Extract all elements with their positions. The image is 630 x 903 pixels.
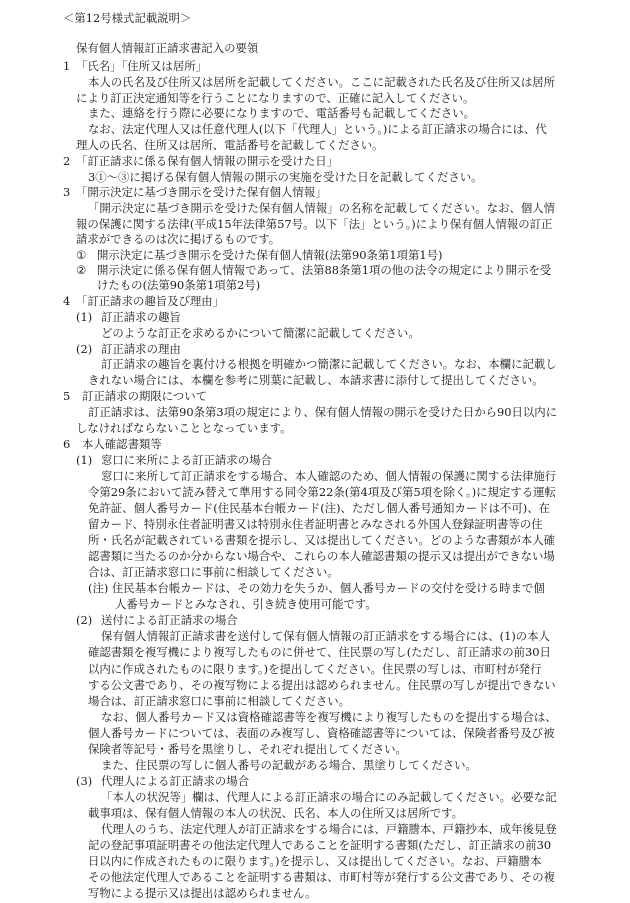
- section-6-sub-3-heading: 代理人による訂正請求の場合: [101, 773, 250, 788]
- section-6-sub-1-text: 認書類に当たるのか分からない場合や、これらの本人確認書類の提示又は提出ができない場: [88, 549, 555, 564]
- section-6-sub-2-number: (2): [76, 613, 93, 628]
- section-6-sub-2-text: 保有個人情報訂正請求書を送付して保有個人情報の訂正請求をする場合には、(1)の本人: [101, 629, 550, 644]
- section-6-sub-2-text: 場合は、訂正請求窓口に事前に相談してください。: [88, 693, 350, 708]
- section-6-sub-3-text: 写物による提示又は提出は認められません。: [88, 886, 317, 900]
- section-2-number: 2: [63, 153, 71, 168]
- section-6-number: 6: [63, 436, 71, 451]
- section-3-text: 請求ができるのは次に掲げるものです。: [76, 232, 281, 246]
- section-1-text: 本人の氏名及び住所又は居所を記載してください。ここに記載された氏名及び住所又は居所: [88, 75, 556, 90]
- section-6-sub-1-text: 所・氏名が記載されている書類を提示し、又は提出してください。どのような書類が本人確: [88, 533, 556, 548]
- section-3-item-1-text: 開示決定に基づき開示を受けた保有個人情報(法第90条第1項第1号): [97, 248, 443, 262]
- section-3-text: 報の保護に関する法律(平成15年法律第57号。以下「法」という。)により保有個人情報の訂正: [76, 216, 553, 231]
- section-6-sub-3-number: (3): [76, 773, 93, 788]
- section-6-sub-2-text: 確認書類を複写機により複写したものに併せて、住民票の写し(ただし、訂正請求の前30日: [88, 645, 551, 660]
- section-4-heading: 「訂正請求の趣旨及び理由」: [76, 293, 225, 308]
- section-4-sub-2-heading: 訂正請求の理由: [101, 341, 181, 356]
- section-4-sub-1-text: どのような訂正を求めるかについて簡潔に記載してください。: [101, 325, 420, 340]
- document-title: 保有個人情報訂正請求書記入の要領: [76, 41, 259, 56]
- section-1-text: なお、法定代理人又は任意代理人(以下「代理人」という。)による訂正請求の場合には、代: [88, 122, 547, 137]
- section-1-text: により訂正決定通知等を行うことになりますので、正確に記入してください。: [76, 91, 475, 106]
- section-6-sub-1-text: 窓口に来所して訂正請求をする場合、本人確認のため、個人情報の保護に関する法律施行: [101, 469, 557, 483]
- section-1-text: 理人の氏名、住所又は居所、電話番号を記載してください。: [76, 137, 384, 152]
- section-5-number: 5: [63, 388, 71, 403]
- section-6-sub-3-text: 記の登記事項証明書その他法定代理人であることを証明する書類(ただし、訂正請求の前30: [88, 837, 552, 852]
- section-6-sub-3-text: その他法定代理人であることを証明する書類は、市町村等が発行する公文書であり、その複: [88, 870, 556, 884]
- section-5-text: しなければならないこととなっています。: [76, 420, 292, 435]
- section-3-item-1-number: ①: [76, 248, 87, 262]
- section-2-heading: 「訂正請求に係る保有個人情報の開示を受けた日」: [76, 153, 338, 168]
- section-1-number: 1: [63, 59, 71, 74]
- section-6-sub-1-note: 人番号カードとみなされ、引き続き使用可能です。: [115, 597, 377, 612]
- section-3-heading: 「開示決定に基づき開示を受けた保有個人情報」: [76, 184, 327, 199]
- section-1-heading: 「氏名」「住所又は居所」: [76, 59, 207, 74]
- section-4-sub-1-heading: 訂正請求の趣旨: [101, 309, 181, 324]
- section-3-item-2-text: けたもの(法第90条第1項第2号): [97, 278, 261, 293]
- section-3-item-2-text: 開示決定に係る保有個人情報であって、法第88条第1項の他の法令の規定により開示を受: [97, 263, 552, 278]
- section-2-text: 3①～③に掲げる保有個人情報の開示の実施を受けた日を記載してください。: [88, 169, 483, 184]
- section-4-sub-1-number: (1): [76, 309, 93, 324]
- section-4-number: 4: [63, 293, 71, 308]
- section-6-sub-2-text: 以内に作成されたものに限ります。)を提出してください。住民票の写しは、市町村が発行: [88, 661, 542, 676]
- section-3-text: 「開示決定に基づき開示を受けた保有個人情報」の名称を記載してください。なお、個人情: [88, 200, 556, 215]
- section-6-sub-3-text: 代理人のうち、法定代理人が訂正請求をする場合には、戸籍謄本、戸籍抄本、成年後見登: [101, 821, 557, 836]
- section-6-sub-1-text: 免許証、個人番号カード(住民基本台帳カード(注)、ただし個人番号通知カードは不可)、在: [88, 501, 551, 516]
- section-5-heading: 訂正請求の期限について: [82, 388, 208, 403]
- section-5-text: 訂正請求は、法第90条第3項の規定により、保有個人情報の開示を受けた日から90日以内に: [88, 404, 558, 419]
- section-6-sub-1-text: 合は、訂正請求窓口に事前に相談してください。: [88, 565, 339, 580]
- section-6-sub-1-number: (1): [76, 453, 93, 467]
- section-6-sub-1-text: 令第29条において読み替えて準用する同令第22条(第4項及び第5項を除く。)に規定する運転: [88, 485, 556, 499]
- section-6-sub-1-note: (注) 住民基本台帳カードは、その効力を失うか、個人番号カードの交付を受ける時まで個: [88, 581, 545, 596]
- section-4-sub-2-text: きれない場合には、本欄を参考に別葉に記載し、本請求書に添付して提出してください。: [88, 372, 544, 387]
- section-6-sub-3-text: 「本人の状況等」欄は、代理人による訂正請求の場合にのみ記載してください。必要な記: [101, 789, 557, 804]
- section-4-sub-2-text: 訂正請求の趣旨を裏付ける根拠を明確かつ簡潔に記載してください。なお、本欄に記載し: [101, 356, 557, 371]
- form-header: ＜第12号様式記載説明＞: [63, 11, 192, 25]
- section-3-number: 3: [63, 184, 71, 199]
- section-6-sub-3-text: 日以内に作成されたものに限ります。)を提示し、又は提出してください。なお、戸籍謄本: [88, 853, 542, 868]
- section-6-sub-2-text: なお、個人番号カード又は資格確認書等を複写機により複写したものを提出する場合は、: [101, 709, 557, 724]
- section-6-sub-2-text: また、住民票の写しに個人番号の記載がある場合、黒塗りしてください。: [101, 757, 477, 772]
- section-6-sub-1-text: 留カード、特別永住者証明書又は特別永住者証明書とみなされる外国人登録証明書等の住: [88, 517, 543, 532]
- section-6-sub-2-text: 保険者等記号・番号を黒塗りし、それぞれ提出してください。: [88, 741, 407, 756]
- section-3-item-2-number: ②: [76, 263, 87, 278]
- section-6-sub-1-heading: 窓口に来所による訂正請求の場合: [101, 453, 272, 467]
- section-1-text: また、連絡を行う際に必要になりますので、電話番号も記載してください。: [88, 106, 476, 121]
- section-6-sub-3-text: 載事項は、保有個人情報の本人の状況、氏名、本人の住所又は居所です。: [88, 805, 463, 820]
- section-4-sub-2-number: (2): [76, 341, 93, 356]
- section-6-sub-2-text: する公文書であり、その複写物による提出は認められません。住民票の写しが提出できない: [88, 677, 556, 692]
- section-6-sub-2-heading: 送付による訂正請求の場合: [101, 613, 238, 628]
- section-6-heading: 本人確認書類等: [82, 436, 162, 451]
- section-6-sub-2-text: 個人番号カードについては、表面のみ複写し、資格確認書等については、保険者番号及び被: [88, 725, 555, 740]
